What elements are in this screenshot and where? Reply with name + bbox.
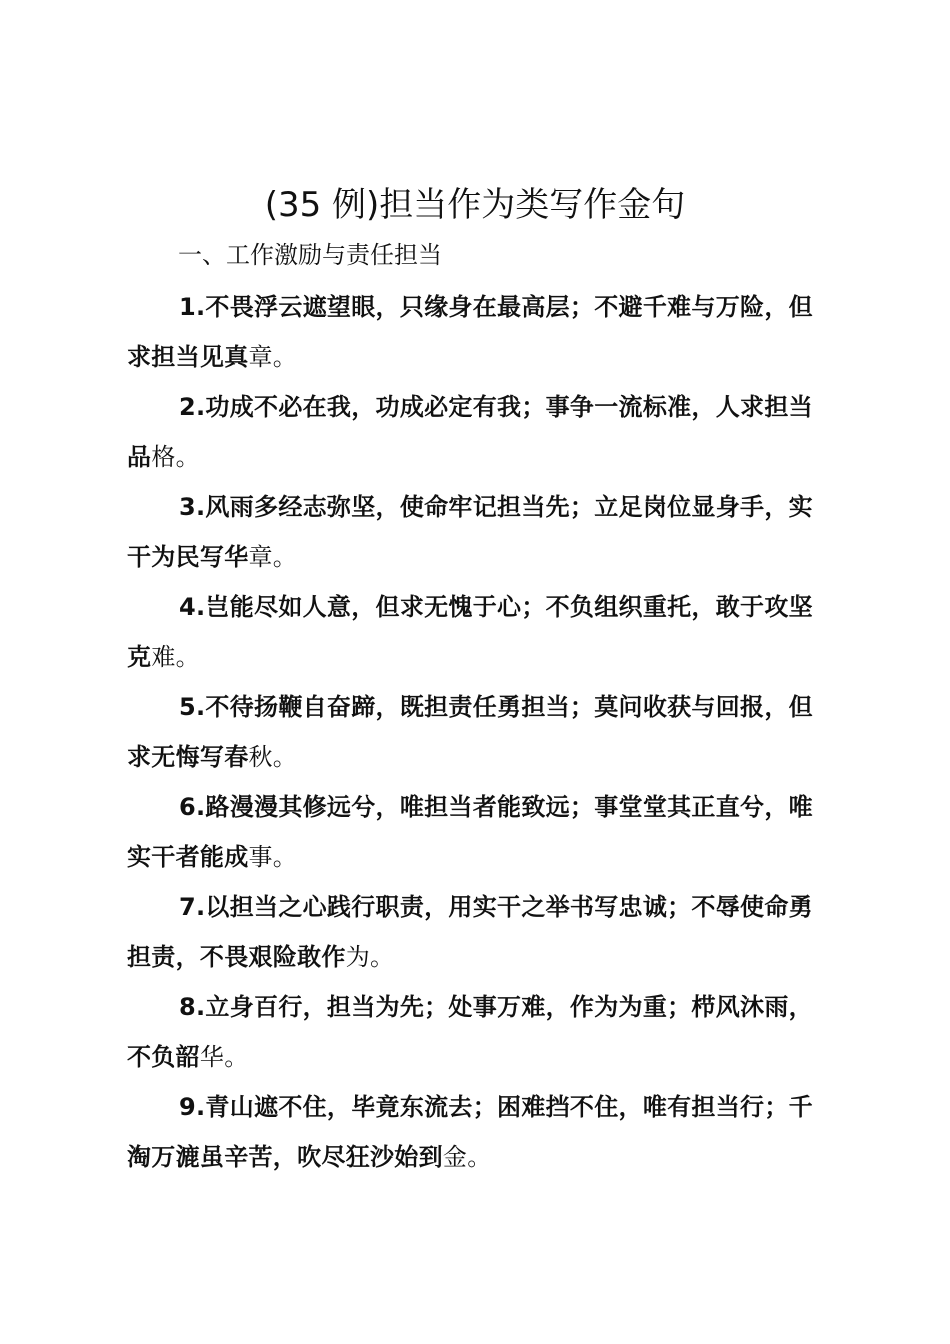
item-text: 1.不畏浮云遮望眼，只缘身在最高层；不避千难与万险，但求担当见真: [127, 293, 813, 371]
item-list: [127, 282, 837, 1182]
list-item: [127, 682, 837, 782]
item-text: 2.功成不必在我，功成必定有我；事争一流标准，人求担当品: [127, 393, 813, 471]
item-tail: 格。: [151, 443, 200, 471]
item-tail: 华。: [199, 1043, 249, 1071]
item-tail: 金。: [442, 1143, 492, 1171]
list-item: [127, 882, 837, 982]
item-text: 9.青山遮不住，毕竟东流去；困难挡不住，唯有担当行；千淘万漉虽辛苦，吹尽狂沙始到: [127, 1093, 813, 1171]
item-text: 7.以担当之心践行职责，用实干之举书写忠诚；不辱使命勇担责，不畏艰险敢作: [127, 893, 813, 971]
item-tail: 难。: [151, 643, 200, 671]
list-item: [127, 282, 837, 382]
item-tail: 为。: [345, 943, 395, 971]
list-item: [127, 382, 837, 482]
document-title: (35 例)担当作为类写作金句: [264, 185, 686, 225]
item-tail: 章。: [248, 343, 298, 371]
item-tail: 秋。: [248, 743, 298, 771]
item-text: 6.路漫漫其修远兮，唯担当者能致远；事堂堂其正直兮，唯实干者能成: [127, 793, 813, 871]
item-text: 4.岂能尽如人意，但求无愧于心；不负组织重托，敢于攻坚克: [127, 593, 813, 671]
item-text: 5.不待扬鞭自奋蹄，既担责任勇担当；莫问收获与回报，但求无悔写春: [127, 693, 813, 771]
list-item: [127, 482, 837, 582]
list-item: [127, 1082, 837, 1182]
item-tail: 事。: [248, 843, 298, 871]
list-item: [127, 582, 837, 682]
list-item: [127, 982, 837, 1082]
item-tail: 章。: [248, 543, 298, 571]
item-text: 3.风雨多经志弥坚，使命牢记担当先；立足岗位显身手，实干为民写华: [127, 493, 813, 571]
item-text: 8.立身百行，担当为先；处事万难，作为为重；栉风沐雨，不负韶: [127, 993, 813, 1071]
list-item: [127, 782, 837, 882]
section-heading: 一、工作激励与责任担当: [178, 241, 442, 269]
